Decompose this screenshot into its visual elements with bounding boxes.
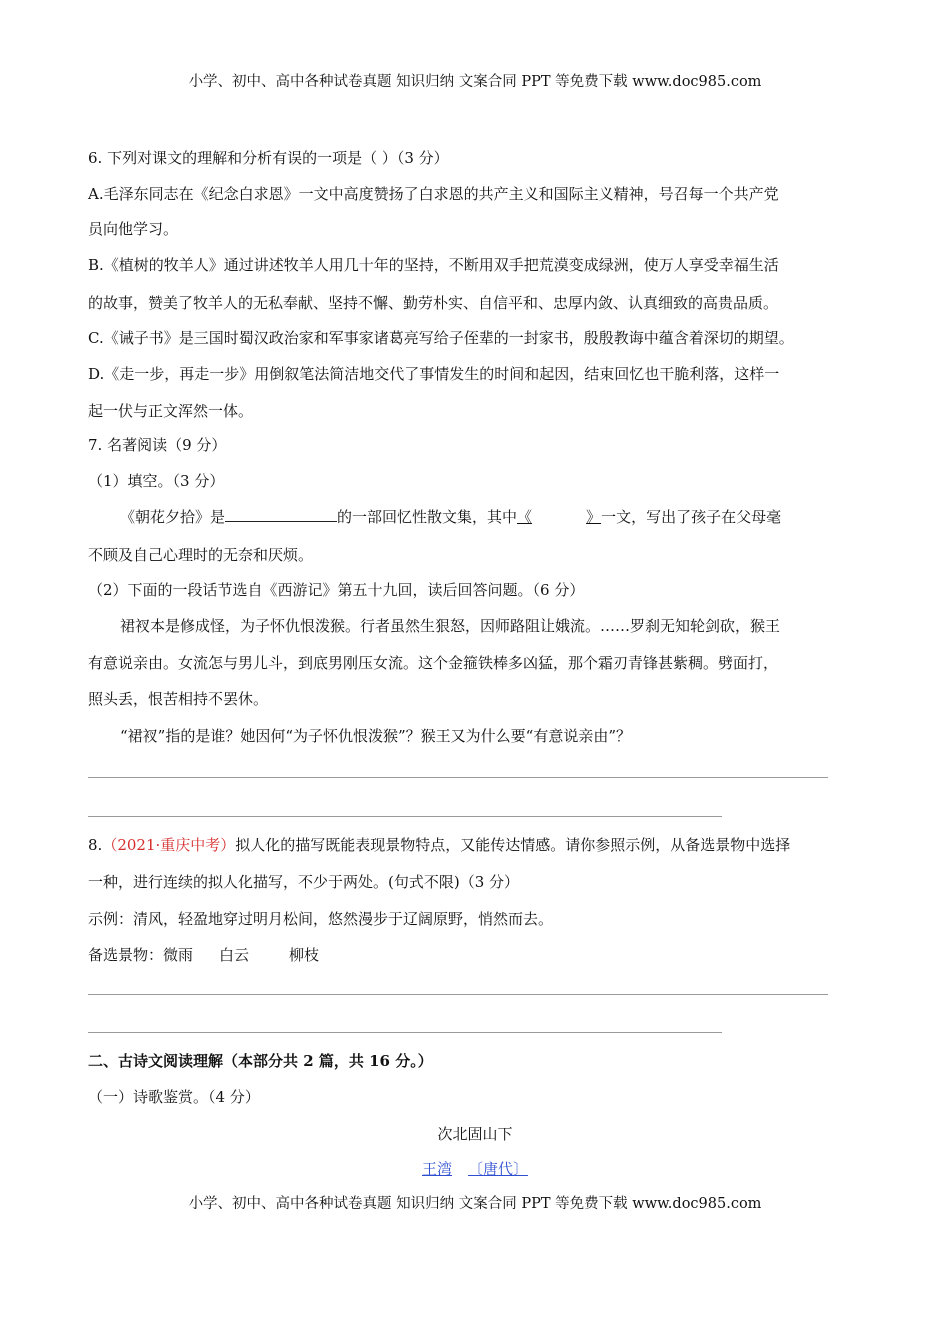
author-blank[interactable] (225, 507, 337, 522)
q7-fill-line (120, 506, 781, 527)
q7-sub2: （2）下面的一段话节选自《西游记》第五十九回，读后回答问题。（6 分） (88, 581, 585, 599)
option-item: 微雨 (163, 946, 194, 964)
poem-byline (0, 1158, 950, 1179)
page-header: 小学、初中、高中各种试卷真题 知识归纳 文案合同 PPT 等免费下载 www.doc985.com (188, 74, 762, 90)
options-label: 备选景物： (88, 946, 164, 964)
dynasty-link[interactable]: 〔唐代〕 (468, 1160, 529, 1178)
q7-fill-line2: 不顾及自己心理时的无奈和厌烦。 (88, 546, 314, 564)
fill-text-e: 一文，写出了孩子在父母毫 (601, 508, 782, 526)
section2-sub1: （一）诗歌鉴赏。（4 分） (88, 1088, 260, 1106)
answer-line[interactable] (88, 777, 828, 778)
q7-question: “裙衩”指的是谁？她因何“为子怀仇恨泼猴”？猴王又为什么要“有意说亲由”？ (120, 727, 632, 745)
fill-text-a: 《朝花夕拾》是 (120, 508, 226, 526)
q8-line1 (88, 834, 790, 855)
passage-line1: 裙衩本是修成怪，为子怀仇恨泼猴。行者虽然生狠怒，因师路阻让娥流。……罗刹无知轮剑砍，猴王 (120, 617, 781, 635)
author-link[interactable]: 王湾 (421, 1160, 452, 1178)
q8-source: （2021·重庆中考） (102, 836, 236, 854)
q8-number: 8. (88, 836, 103, 854)
q6-option-a-line2: 员向他学习。 (88, 220, 179, 238)
q6-option-b-line2: 的故事，赞美了牧羊人的无私奉献、坚持不懈、勤劳朴实、自信平和、忠厚内敛、认真细致的高贵品质。 (88, 294, 779, 312)
q8-line2: 一种，进行连续的拟人化描写，不少于两处。(句式不限)（3 分） (88, 873, 520, 891)
q8-options (88, 944, 319, 965)
q6-option-a-line1: A.毛泽东同志在《纪念白求恩》一文中高度赞扬了白求恩的共产主义和国际主义精神，号召每一个共产党 (88, 185, 779, 203)
option-item: 白云 (219, 946, 250, 964)
q6-option-b-line1: B.《植树的牧羊人》通过讲述牧羊人用几十年的坚持，不断用双手把荒漠变成绿洲，使万人享受幸福生活 (88, 256, 779, 274)
q7-sub1: （1）填空。（3 分） (88, 472, 225, 490)
q6-option-d-line1: D.《走一步，再走一步》用倒叙笔法简洁地交代了事情发生的时间和起因，结束回忆也干脆利落，这样一 (88, 365, 780, 383)
q7-title: 7. 名著阅读（9 分） (88, 436, 227, 454)
answer-line[interactable] (88, 816, 722, 817)
page-footer: 小学、初中、高中各种试卷真题 知识归纳 文案合同 PPT 等免费下载 www.doc985.com (188, 1196, 762, 1212)
fill-text-b: 的一部回忆性散文集，其中 (337, 508, 518, 526)
answer-line[interactable] (88, 1032, 722, 1033)
section2-title: 二、古诗文阅读理解（本部分共 2 篇，共 16 分。） (88, 1052, 433, 1070)
option-item: 柳枝 (289, 946, 320, 964)
passage-line2: 有意说亲由。女流怎与男儿斗，到底男刚压女流。这个金箍铁棒多凶猛，那个霜刃青锋甚紫稠。劈面打， (88, 654, 779, 672)
poem-title: 次北固山下 (437, 1125, 513, 1143)
q6-option-c: C.《诫子书》是三国时蜀汉政治家和军事家诸葛亮写给子侄辈的一封家书，殷殷教诲中蕴含着深切的期望。 (88, 329, 794, 347)
title-blank[interactable]: 《 》 (517, 508, 602, 526)
passage-line3: 照头丢，恨苦相持不罢休。 (88, 690, 269, 708)
q8-text1: 拟人化的描写既能表现景物特点，又能传达情感。请你参照示例，从备选景物中选择 (235, 836, 791, 854)
q8-example: 示例：清风，轻盈地穿过明月松间，悠然漫步于辽阔原野，悄然而去。 (88, 910, 554, 928)
answer-line[interactable] (88, 994, 828, 995)
q6-stem: 6. 下列对课文的理解和分析有误的一项是（ ）（3 分） (88, 149, 449, 167)
q6-option-d-line2: 起一伏与正文浑然一体。 (88, 402, 254, 420)
